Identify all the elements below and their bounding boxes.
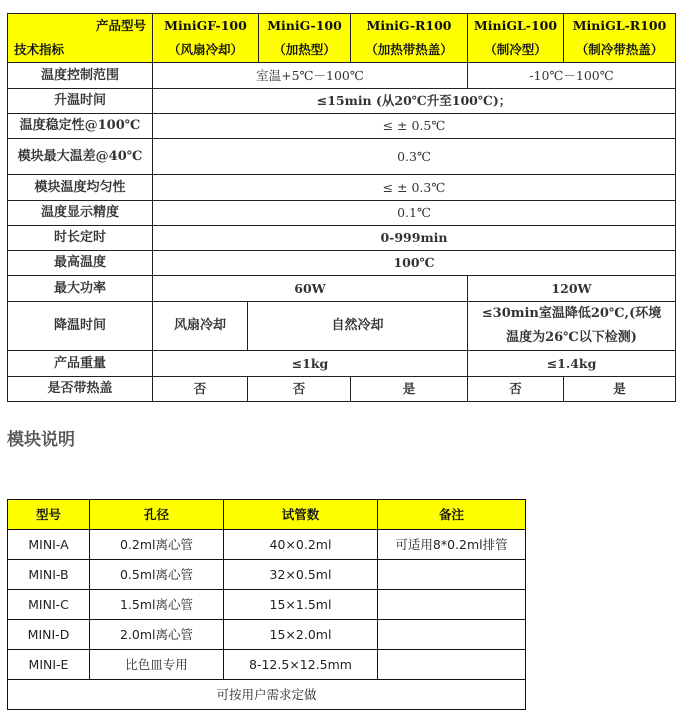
column-header: 试管数 [224, 500, 378, 530]
corner-bottom: 技术指标 [14, 42, 65, 57]
row-label: 时长定时 [8, 226, 153, 251]
model-header [259, 14, 351, 63]
cell: ≤ ± 0.5℃ [153, 114, 676, 139]
spec-row-max-diff [8, 139, 676, 175]
row-label: 温度稳定性@100℃ [8, 114, 153, 139]
table-row [8, 620, 526, 650]
cell: 0-999min [153, 226, 676, 251]
row-label: 是否带热盖 [8, 377, 153, 402]
spec-row-uniformity [8, 175, 676, 201]
row-label: 温度显示精度 [8, 201, 153, 226]
cell: 0.1℃ [153, 201, 676, 226]
table-row [8, 650, 526, 680]
model-type: （加热带热盖） [365, 42, 453, 57]
spec-header-row [8, 14, 676, 63]
spec-row-max-temp [8, 251, 676, 276]
model-type: （制冷型） [484, 42, 547, 57]
table-cell [378, 560, 526, 590]
cell: ≤ ± 0.3℃ [153, 175, 676, 201]
module-header-row [8, 500, 526, 530]
model-header [564, 14, 676, 63]
table-cell: 1.5ml离心管 [90, 590, 224, 620]
cell: ≤15min (从20℃升至100℃)； [153, 89, 676, 114]
table-cell: 15×2.0ml [224, 620, 378, 650]
cell: ≤1kg [153, 351, 468, 377]
cell: 室温+5℃－100℃ [153, 63, 468, 89]
spec-row-heat-time [8, 89, 676, 114]
table-cell: MINI-E [8, 650, 90, 680]
spec-row-timer [8, 226, 676, 251]
row-label: 最高温度 [8, 251, 153, 276]
spec-row-display-accuracy [8, 201, 676, 226]
corner-cell [8, 14, 153, 63]
table-row [8, 530, 526, 560]
table-cell: MINI-C [8, 590, 90, 620]
footer-note: 可按用户需求定做 [8, 680, 526, 710]
model-name: MiniGF-100 [164, 18, 247, 33]
table-cell: 32×0.5ml [224, 560, 378, 590]
model-header [468, 14, 564, 63]
table-cell: 0.5ml离心管 [90, 560, 224, 590]
model-name: MiniGL-R100 [572, 18, 667, 33]
cell: 否 [468, 377, 564, 402]
column-header: 备注 [378, 500, 526, 530]
row-label: 降温时间 [8, 302, 153, 351]
cell: 120W [468, 276, 676, 302]
cell: 是 [351, 377, 468, 402]
spec-row-weight [8, 351, 676, 377]
spec-row-temp-range [8, 63, 676, 89]
row-label: 最大功率 [8, 276, 153, 302]
cell: ≤30min室温降低20℃,(环境温度为26℃以下检测) [468, 302, 676, 351]
model-type: （制冷带热盖） [575, 42, 664, 57]
cell: 否 [153, 377, 248, 402]
model-name: MiniG-100 [267, 18, 342, 33]
table-cell: MINI-D [8, 620, 90, 650]
model-header [153, 14, 259, 63]
spec-row-hot-lid [8, 377, 676, 402]
model-header [351, 14, 468, 63]
spec-row-max-power [8, 276, 676, 302]
cell: 是 [564, 377, 676, 402]
cell: -10℃－100℃ [468, 63, 676, 89]
cell: 0.3℃ [153, 139, 676, 175]
cell: 自然冷却 [248, 302, 468, 351]
corner-top: 产品型号 [95, 18, 146, 33]
table-row [8, 560, 526, 590]
model-type: （加热型） [273, 42, 336, 57]
table-cell [378, 620, 526, 650]
cell: 风扇冷却 [153, 302, 248, 351]
cell: ≤1.4kg [468, 351, 676, 377]
table-cell: 8-12.5×12.5mm [224, 650, 378, 680]
table-cell: 15×1.5ml [224, 590, 378, 620]
row-label: 升温时间 [8, 89, 153, 114]
table-cell: MINI-B [8, 560, 90, 590]
model-name: MiniG-R100 [366, 18, 452, 33]
model-type: （风扇冷却） [167, 42, 243, 57]
table-cell: MINI-A [8, 530, 90, 560]
column-header: 孔径 [90, 500, 224, 530]
column-header: 型号 [8, 500, 90, 530]
table-cell: 40×0.2ml [224, 530, 378, 560]
table-cell [378, 650, 526, 680]
table-row [8, 590, 526, 620]
row-label: 模块温度均匀性 [8, 175, 153, 201]
cell: 60W [153, 276, 468, 302]
table-cell: 比色皿专用 [90, 650, 224, 680]
cell: 100℃ [153, 251, 676, 276]
cell: 否 [248, 377, 351, 402]
spec-row-stability [8, 114, 676, 139]
row-label: 产品重量 [8, 351, 153, 377]
model-name: MiniGL-100 [473, 18, 558, 33]
module-table [7, 499, 526, 710]
spec-table [7, 13, 676, 402]
module-heading: 模块说明 [7, 430, 75, 450]
spec-row-cool-time [8, 302, 676, 351]
row-label: 温度控制范围 [8, 63, 153, 89]
table-cell: 可适用8*0.2ml排管 [378, 530, 526, 560]
row-label: 模块最大温差@40℃ [8, 139, 153, 175]
table-cell: 2.0ml离心管 [90, 620, 224, 650]
module-footer-row [8, 680, 526, 710]
table-cell [378, 590, 526, 620]
table-cell: 0.2ml离心管 [90, 530, 224, 560]
